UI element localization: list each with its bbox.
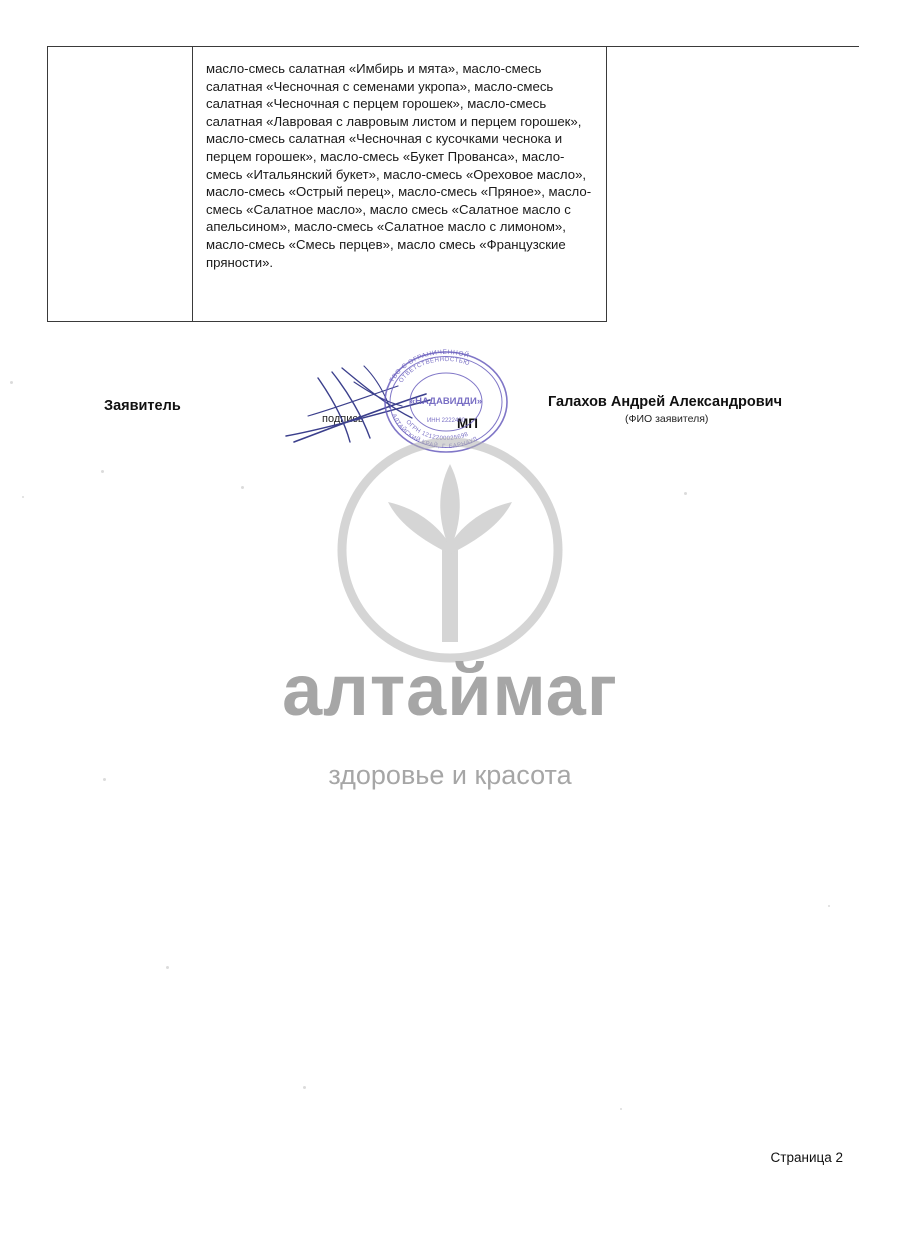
svg-text:ОТВЕТСТВЕННОСТЬЮ: ОТВЕТСТВЕННОСТЬЮ — [398, 356, 471, 385]
applicant-label: Заявитель — [104, 398, 181, 414]
product-table — [47, 46, 607, 322]
svg-text:ИНН 2222400: ИНН 2222400 — [426, 418, 466, 424]
brand-name: алтаймаг — [282, 651, 618, 731]
scan-speck — [166, 966, 169, 969]
applicant-name-caption: (ФИО заявителя) — [625, 413, 709, 425]
scan-speck — [241, 486, 244, 489]
table-cell-empty — [48, 46, 193, 321]
page-number: Страница 2 — [770, 1150, 843, 1165]
altaymag-logo-watermark — [330, 430, 570, 670]
signature-caption: подпись — [322, 413, 364, 425]
table-cell-product-list: масло-смесь салатная «Имбирь и мята», масло-смесь салатная «Чесночная с семенами укропа», масло-смесь салатная «Чесночная с перцем горошек», масло-смесь салатная «Лавровая с лавровым листом и перцем горошек», масло-смесь салатная «Чесночная с кусочками чеснока и перцем горошек», масло-смесь «Букет Прованса», масло-смесь «Итальянский букет», масло-смесь «Ореховое масло», масло-смесь «Острый перец», масло-смесь «Пряное», масло-смесь «Салатное масло», масло смесь «Салатное масло с апельсином», масло-смесь «Салатное масло с лимоном», масло-смесь «Смесь перцев», масло смесь «Французские пряности». — [206, 61, 592, 270]
scan-speck — [303, 1086, 306, 1089]
scan-speck — [101, 470, 104, 473]
svg-text:АЛТАЙСКИЙ КРАЙ, Г. БАРНАУЛ: АЛТАЙСКИЙ КРАЙ, Г. БАРНАУЛ — [390, 413, 479, 451]
applicant-name: Галахов Андрей Александрович — [548, 394, 783, 410]
brand-tagline: здоровье и красота — [328, 760, 572, 790]
svg-text:«НАДАВИДДИ»: «НАДАВИДДИ» — [409, 396, 483, 407]
svg-text:ТВО С ОГРАНИЧЕННОЙ: ТВО С ОГРАНИЧЕННОЙ — [388, 348, 471, 384]
scan-speck — [828, 905, 830, 907]
scan-speck — [22, 496, 24, 498]
stamp-label: МП — [457, 416, 478, 431]
scan-speck — [684, 492, 687, 495]
scan-speck — [620, 1108, 622, 1110]
svg-text:ОГРН 1212200025698: ОГРН 1212200025698 — [404, 419, 470, 443]
